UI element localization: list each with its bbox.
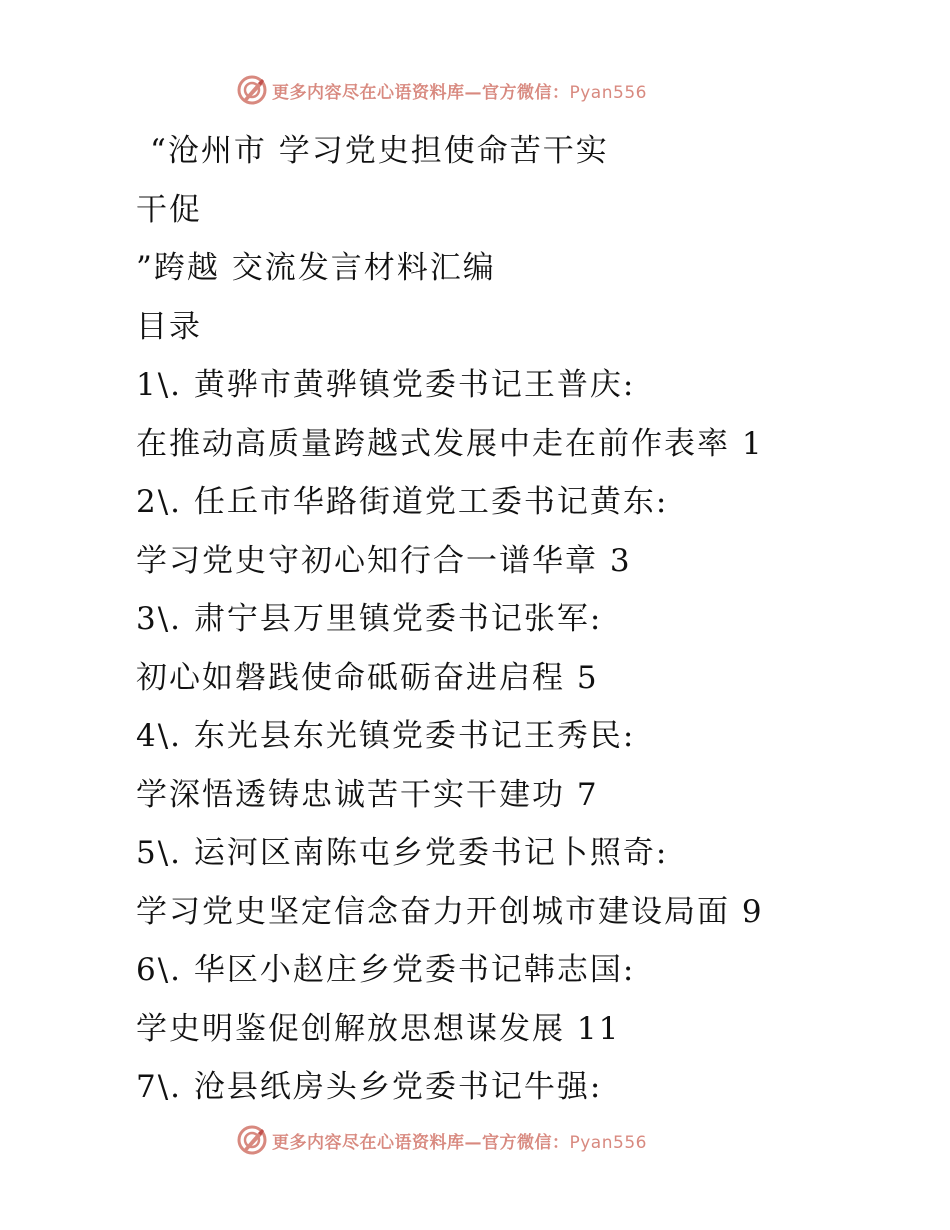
toc-item-author: 4\. 东光县东光镇党委书记王秀民: (136, 718, 636, 754)
pen-logo-icon (236, 74, 268, 106)
toc-item-entry: 学习党史守初心知行合一谱华章 3 (136, 542, 632, 579)
toc-item-entry: 学深悟透铸忠诚苦干实干建功 7 (136, 776, 599, 813)
document-body (136, 122, 916, 1117)
document-title-line-2: 干促 (136, 191, 202, 228)
toc-item-entry: 学习党史坚定信念奋力开创城市建设局面 9 (136, 893, 764, 930)
toc-item-entry: 学史明鉴促创解放思想谋发展 11 (136, 1010, 621, 1047)
document-title-line-3: ”跨越 交流发言材料汇编 (136, 250, 496, 286)
watermark-text: 更多内容尽在心语资料库—官方微信：Pyan556 (272, 1132, 647, 1153)
document-title-line-1: “沧州市 学习党史担使命苦干实 (150, 133, 609, 169)
toc-item-author: 3\. 肃宁县万里镇党委书记张军: (136, 601, 603, 637)
watermark-text: 更多内容尽在心语资料库—官方微信：Pyan556 (272, 82, 647, 103)
toc-item-author: 7\. 沧县纸房头乡党委书记牛强: (136, 1069, 603, 1105)
header-watermark (236, 72, 647, 108)
toc-item-author: 2\. 任丘市华路街道党工委书记黄东: (136, 484, 669, 520)
toc-item-entry: 在推动高质量跨越式发展中走在前作表率 1 (136, 425, 764, 462)
pen-logo-icon (236, 1124, 268, 1156)
toc-heading: 目录 (136, 308, 202, 345)
toc-item-author: 1\. 黄骅市黄骅镇党委书记王普庆: (136, 367, 636, 403)
toc-item-author: 5\. 运河区南陈屯乡党委书记卜照奇: (136, 835, 669, 871)
toc-item-entry: 初心如磐践使命砥砺奋进启程 5 (136, 659, 599, 696)
toc-item-author: 6\. 华区小赵庄乡党委书记韩志国: (136, 952, 636, 988)
footer-watermark (236, 1122, 647, 1158)
